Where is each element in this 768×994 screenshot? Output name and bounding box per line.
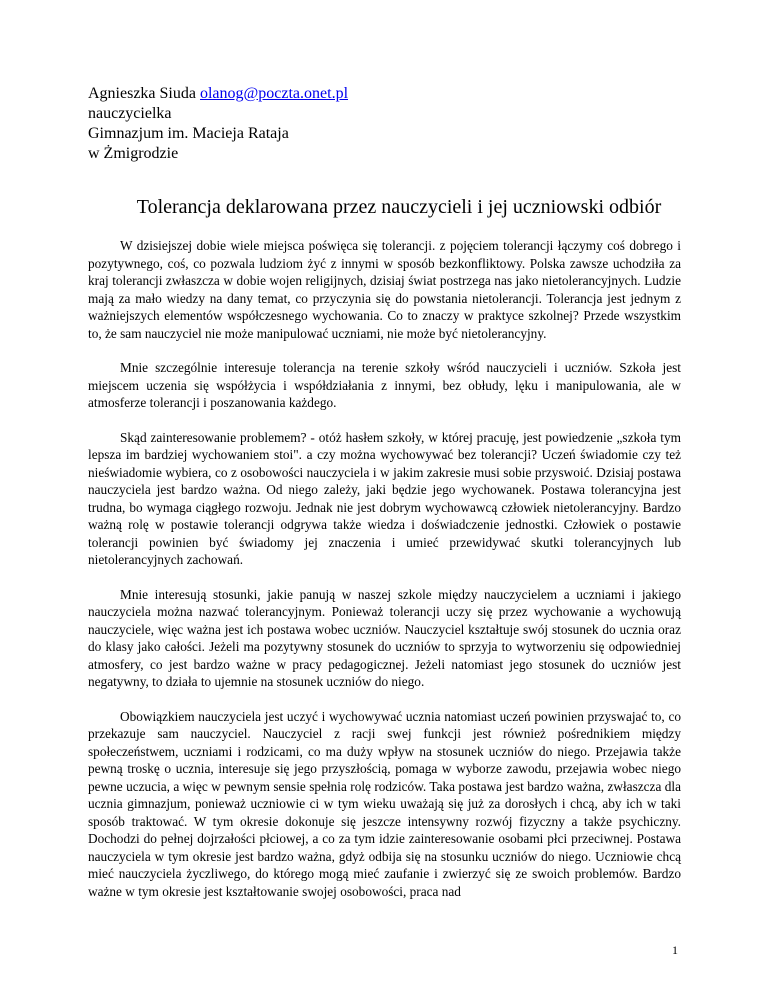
author-role: nauczycielka	[88, 105, 172, 122]
paragraph-1: W dzisiejszej dobie wiele miejsca poświęca się tolerancji. z pojęciem tolerancji łączymy coś dobrego i pozytywnego, coś, co pozwala ludziom żyć z innymi w sposób bezkonfliktowy. Polska zawsze uchodziła za kraj tolerancji zwłaszcza w dobie wojen religijnych, dzisiaj świat postrzega nas jako nietolerancyjnych. Ludzie mają za mało wiedzy na dany temat, co przyczynia się do powstania nietolerancji. Tolerancja jest jednym z ważniejszych elementów współczesnego wychowania. Co to znaczy w praktyce szkolnej? Przede wszystkim to, że sam nauczyciel nie może manipulować uczniami, nie może być nietolerancyjny.	[88, 238, 681, 341]
author-name: Agnieszka Siuda	[88, 85, 196, 102]
paragraph-4: Mnie interesują stosunki, jakie panują w naszej szkole między nauczycielem a uczniami i jakiego nauczyciela można nazwać tolerancyjnym. Ponieważ tolerancji uczy się przez wychowanie a wychowują nauczyciele, więc ważna jest ich postawa wobec uczniów. Nauczyciel kształtuje swój stosunek do ucznia oraz do klasy jako całości. Jeżeli ma pozytywny stosunek do uczniów to sprzyja to wytworzeniu się odpowiedniej atmosfery, co jest bardzo ważne w pracy pedagogicznej. Jeżeli natomiast jego stosunek do uczniów jest negatywny, to działa to ujemnie na stosunek uczniów do niego.	[88, 586, 681, 689]
paragraph-5: Obowiązkiem nauczyciela jest uczyć i wychowywać ucznia natomiast uczeń powinien przyswajać to, co przekazuje sam nauczyciel. Nauczyciel z racji swej funkcji jest również pośrednikiem między społeczeństwem, uczniami i rodzicami, co ma duży wpływ na stosunek uczniów do niego. Przejawia także pewną troskę o ucznia, interesuje się jego przyszłością, pomaga w wyborze zawodu, przejawia wobec niego pewne uczucia, a więc w pewnym sensie spełnia rolę rodziców. Taka postawa jest bardzo ważna, zwłaszcza dla ucznia gimnazjum, ponieważ uczniowie ci w tym wieku uważają się już za dorosłych i chcą, aby ich w taki sposób traktować. W tym okresie dokonuje się jeszcze intensywny rozwój fizyczny a także psychiczny. Dochodzi do pełnej dojrzałości płciowej, a co za tym idzie zainteresowanie osobami płci przeciwnej. Postawa nauczyciela w tym okresie jest bardzo ważna, gdyż odbija się na stosunku uczniów do niego. Uczniowie chcą mieć nauczyciela życzliwego, do którego mogą mieć zaufanie i zwierzyć się ze swoich problemów. Bardzo ważne w tym okresie jest kształtowanie swojej osobowości, praca nad	[88, 708, 681, 899]
document-title: Tolerancja deklarowana przez nauczycieli i jej uczniowski odbiór	[136, 196, 662, 218]
document-body	[88, 237, 681, 917]
author-block	[88, 84, 348, 164]
page-number: 1	[672, 943, 678, 957]
author-school: Gimnazjum im. Macieja Rataja	[88, 125, 289, 142]
author-city: w Żmigrodzie	[88, 145, 179, 162]
paragraph-2: Mnie szczególnie interesuje tolerancja na terenie szkoły wśród nauczycieli i uczniów. Szkoła jest miejscem uczenia się współżycia i współdziałania z innymi, bez obłudy, lęku i manipulowania, ale w atmosferze tolerancji i poszanowania każdego.	[88, 360, 681, 410]
paragraph-3: Skąd zainteresowanie problemem? - otóż hasłem szkoły, w której pracuję, jest powiedzenie „szkoła tym lepsza im bardziej wychowaniem stoi". a czy można wychowywać bez tolerancji? Uczeń świadomie czy też nieświadomie wybiera, co z osobowości nauczyciela i w jakim zakresie musi sobie przyswoić. Dzisiaj postawa nauczyciela jest bardzo ważna. Od niego zależy, jaki będzie jego wychowanek. Postawa tolerancyjna jest trudna, bo wymaga ciągłego rozwoju. Jednak nie jest dobrym wychowawcą człowiek nietolerancyjny. Bardzo ważną rolę w postawie tolerancji odgrywa także wiedza i doświadczenie jednostki. Człowiek o postawie tolerancji powinien być świadomy jej znaczenia i umieć przewidywać skutki tolerancyjnych lub nietolerancyjnych zachowań.	[88, 429, 681, 567]
author-email-link[interactable]: olanog@poczta.onet.pl	[199, 85, 349, 102]
author-line	[88, 84, 348, 104]
